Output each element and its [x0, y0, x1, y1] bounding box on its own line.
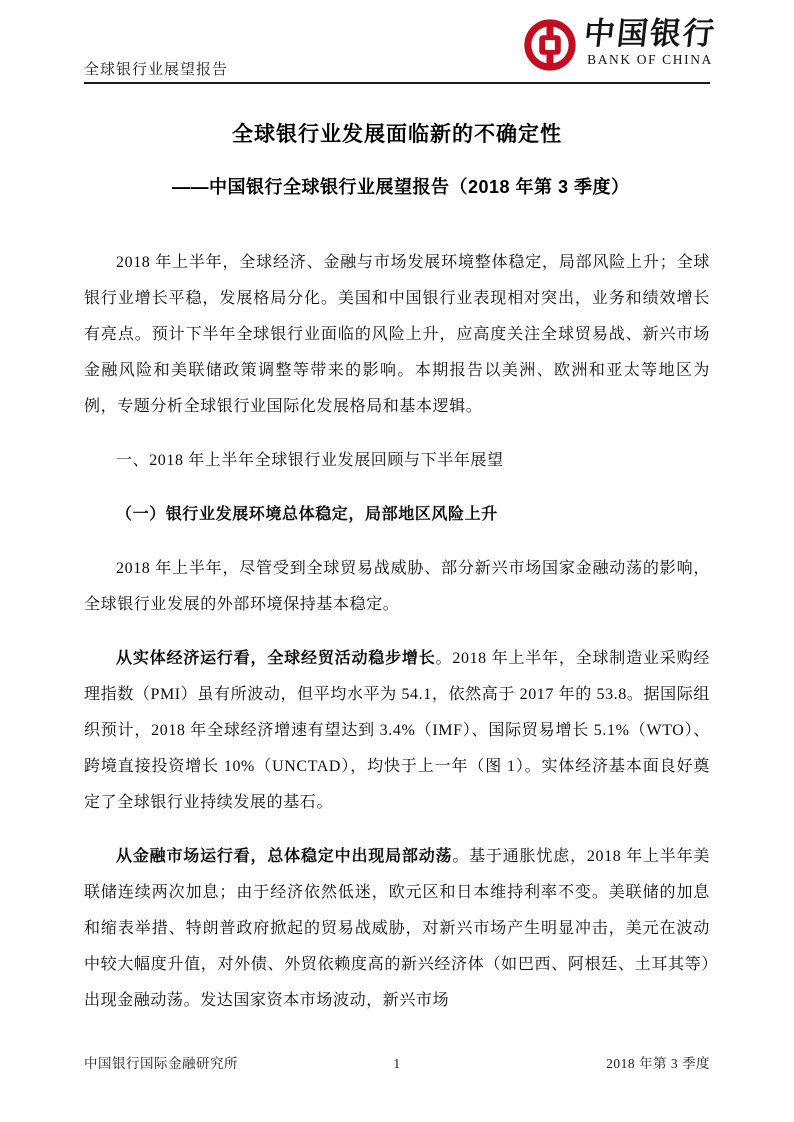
paragraph-lead: 从实体经济运行看，全球经贸活动稳步增长 — [116, 650, 436, 667]
logo-text — [584, 18, 716, 67]
running-title: 全球银行业展望报告 — [84, 62, 229, 78]
footer-issue: 2018 年第 3 季度 — [606, 1056, 710, 1071]
bank-of-china-logo — [523, 18, 716, 72]
page-header — [84, 16, 718, 84]
document-title: 全球银行业发展面临新的不确定性 — [232, 123, 562, 146]
footer-institute: 中国银行国际金融研究所 — [84, 1056, 238, 1071]
section-heading: 一、2018 年上半年全球银行业发展回顾与下半年展望 — [116, 452, 504, 469]
body-paragraph: 从金融市场运行看，总体稳定中出现局部动荡。基于通胀忧虑，2018 年上半年美联储连续两次加息；由于经济依然低迷，欧元区和日本维持利率不变。美联储的加息和缩表举措、特朗普政府掀起的贸易战威胁，对新兴市场产生明显冲击，美元在波动中较大幅度升值，对外债、外贸依赖度高的新兴经济体（如巴西、阿根廷、土耳其等）出现金融动荡。发达国家资本市场波动，新兴市场 — [84, 848, 710, 1009]
logo-chinese-name: 中国银行 — [582, 16, 718, 51]
page-footer — [84, 1052, 710, 1072]
paragraph-lead: 从金融市场运行看，总体稳定中出现局部动荡 — [116, 848, 453, 865]
body-paragraph: 2018 年上半年，全球经济、金融与市场发展环境整体稳定，局部风险上升；全球银行业增长平稳，发展格局分化。美国和中国银行业表现相对突出，业务和绩效增长有亮点。预计下半年全球银行业面临的风险上升，应高度关注全球贸易战、新兴市场金融风险和美联储政策调整等带来的影响。本期报告以美洲、欧洲和亚太等地区为例，专题分析全球银行业国际化发展格局和基本逻辑。 — [84, 254, 710, 415]
body-paragraph: 从实体经济运行看，全球经贸活动稳步增长。2018 年上半年，全球制造业采购经理指数（PMI）虽有所波动，但平均水平为 54.1，依然高于 2017 年的 53.8。据国际组织预计，2018 年全球经济增速有望达到 3.4%（IMF）、国际贸易增长 5.1%（WTO）、跨境直接投资增长 10%（UNCTAD），均快于上一年（图 1）。实体经济基本面良好奠定了全球银行业持续发展的基石。 — [84, 650, 710, 811]
document-subtitle: ——中国银行全球银行业展望报告（2018 年第 3 季度） — [172, 177, 630, 197]
page-number: 1 — [393, 1056, 401, 1071]
bank-of-china-emblem-icon — [523, 18, 577, 72]
subsection-heading: （一）银行业发展环境总体稳定，局部地区风险上升 — [116, 506, 498, 523]
body-paragraph: 2018 年上半年，尽管受到全球贸易战威胁、部分新兴市场国家金融动荡的影响，全球银行业发展的外部环境保持基本稳定。 — [84, 560, 710, 613]
document-body — [84, 245, 710, 1019]
logo-english-name: BANK OF CHINA — [587, 52, 713, 67]
